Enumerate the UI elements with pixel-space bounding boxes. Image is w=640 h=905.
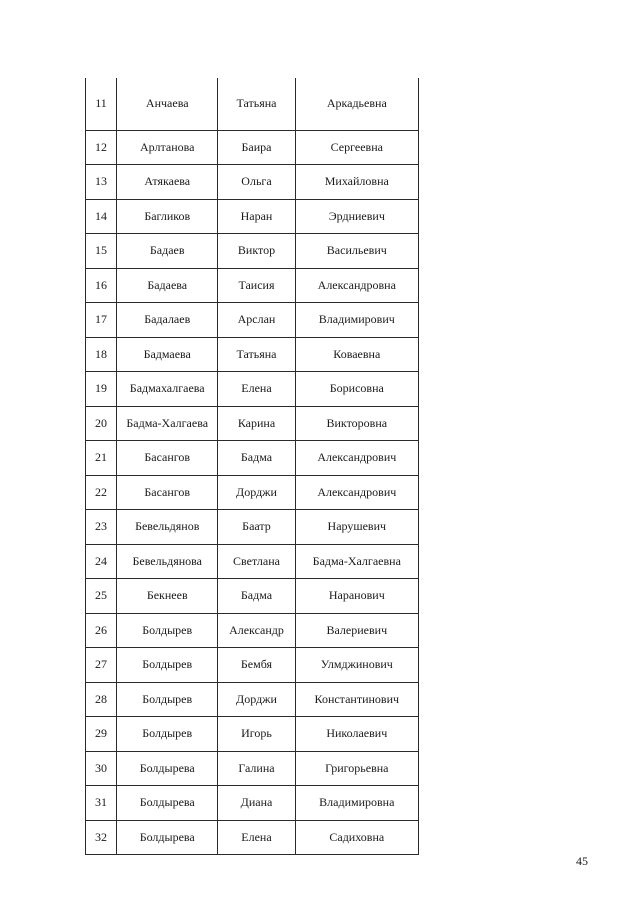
patronymic-cell: Константинович <box>295 682 418 717</box>
first-name-cell: Баатр <box>218 510 295 545</box>
row-number-cell: 11 <box>86 78 117 130</box>
patronymic-cell: Борисовна <box>295 372 418 407</box>
first-name-cell: Арслан <box>218 303 295 338</box>
row-number-cell: 17 <box>86 303 117 338</box>
first-name-cell: Ольга <box>218 165 295 200</box>
table-row <box>86 406 419 441</box>
row-number-cell: 31 <box>86 786 117 821</box>
row-number-cell: 19 <box>86 372 117 407</box>
table-row <box>86 303 419 338</box>
row-number-cell: 12 <box>86 130 117 165</box>
patronymic-cell: Сергеевна <box>295 130 418 165</box>
last-name-cell: Басангов <box>117 441 218 476</box>
last-name-cell: Бадмаева <box>117 337 218 372</box>
patronymic-cell: Михайловна <box>295 165 418 200</box>
patronymic-cell: Коваевна <box>295 337 418 372</box>
last-name-cell: Анчаева <box>117 78 218 130</box>
first-name-cell: Елена <box>218 820 295 855</box>
patronymic-cell: Григорьевна <box>295 751 418 786</box>
patronymic-cell: Александровна <box>295 268 418 303</box>
patronymic-cell: Бадма-Халгаевна <box>295 544 418 579</box>
row-number-cell: 27 <box>86 648 117 683</box>
first-name-cell: Елена <box>218 372 295 407</box>
first-name-cell: Бадма <box>218 441 295 476</box>
first-name-cell: Татьяна <box>218 78 295 130</box>
table-row <box>86 613 419 648</box>
row-number-cell: 15 <box>86 234 117 269</box>
first-name-cell: Бембя <box>218 648 295 683</box>
table-row <box>86 820 419 855</box>
first-name-cell: Наран <box>218 199 295 234</box>
last-name-cell: Бевельдянова <box>117 544 218 579</box>
patronymic-cell: Владимировна <box>295 786 418 821</box>
patronymic-cell: Валериевич <box>295 613 418 648</box>
patronymic-cell: Николаевич <box>295 717 418 752</box>
row-number-cell: 23 <box>86 510 117 545</box>
row-number-cell: 16 <box>86 268 117 303</box>
table-row <box>86 579 419 614</box>
last-name-cell: Болдырев <box>117 682 218 717</box>
table-row <box>86 751 419 786</box>
table-row <box>86 372 419 407</box>
last-name-cell: Арлтанова <box>117 130 218 165</box>
row-number-cell: 22 <box>86 475 117 510</box>
last-name-cell: Болдырев <box>117 717 218 752</box>
last-name-cell: Бекнеев <box>117 579 218 614</box>
first-name-cell: Светлана <box>218 544 295 579</box>
table-row <box>86 199 419 234</box>
first-name-cell: Татьяна <box>218 337 295 372</box>
first-name-cell: Баира <box>218 130 295 165</box>
last-name-cell: Болдырева <box>117 820 218 855</box>
row-number-cell: 30 <box>86 751 117 786</box>
patronymic-cell: Эрдниевич <box>295 199 418 234</box>
patronymic-cell: Владимирович <box>295 303 418 338</box>
table-row <box>86 475 419 510</box>
patronymic-cell: Улмджинович <box>295 648 418 683</box>
table-row <box>86 130 419 165</box>
first-name-cell: Таисия <box>218 268 295 303</box>
first-name-cell: Диана <box>218 786 295 821</box>
patronymic-cell: Васильевич <box>295 234 418 269</box>
table-row <box>86 268 419 303</box>
table-row <box>86 544 419 579</box>
table-row <box>86 510 419 545</box>
patronymic-cell: Аркадьевна <box>295 78 418 130</box>
patronymic-cell: Садиховна <box>295 820 418 855</box>
row-number-cell: 26 <box>86 613 117 648</box>
last-name-cell: Бадмахалгаева <box>117 372 218 407</box>
row-number-cell: 20 <box>86 406 117 441</box>
row-number-cell: 25 <box>86 579 117 614</box>
row-number-cell: 29 <box>86 717 117 752</box>
table-row <box>86 234 419 269</box>
row-number-cell: 14 <box>86 199 117 234</box>
table-row <box>86 165 419 200</box>
last-name-cell: Болдырев <box>117 648 218 683</box>
first-name-cell: Дорджи <box>218 682 295 717</box>
first-name-cell: Галина <box>218 751 295 786</box>
table-row <box>86 441 419 476</box>
row-number-cell: 21 <box>86 441 117 476</box>
last-name-cell: Бадаев <box>117 234 218 269</box>
patronymic-cell: Нарушевич <box>295 510 418 545</box>
table-row <box>86 648 419 683</box>
last-name-cell: Бевельдянов <box>117 510 218 545</box>
last-name-cell: Атякаева <box>117 165 218 200</box>
table-row <box>86 337 419 372</box>
last-name-cell: Багликов <box>117 199 218 234</box>
row-number-cell: 13 <box>86 165 117 200</box>
first-name-cell: Карина <box>218 406 295 441</box>
page-number: 45 <box>576 854 588 868</box>
patronymic-cell: Викторовна <box>295 406 418 441</box>
first-name-cell: Виктор <box>218 234 295 269</box>
patronymic-cell: Наранович <box>295 579 418 614</box>
names-table <box>85 78 419 855</box>
table-row <box>86 717 419 752</box>
names-table-body <box>86 78 419 855</box>
row-number-cell: 32 <box>86 820 117 855</box>
first-name-cell: Дорджи <box>218 475 295 510</box>
last-name-cell: Басангов <box>117 475 218 510</box>
row-number-cell: 28 <box>86 682 117 717</box>
table-row <box>86 78 419 130</box>
row-number-cell: 24 <box>86 544 117 579</box>
last-name-cell: Болдырева <box>117 751 218 786</box>
row-number-cell: 18 <box>86 337 117 372</box>
last-name-cell: Бадма-Халгаева <box>117 406 218 441</box>
last-name-cell: Бадаева <box>117 268 218 303</box>
last-name-cell: Болдырев <box>117 613 218 648</box>
first-name-cell: Александр <box>218 613 295 648</box>
first-name-cell: Игорь <box>218 717 295 752</box>
last-name-cell: Болдырева <box>117 786 218 821</box>
patronymic-cell: Александрович <box>295 441 418 476</box>
table-row <box>86 786 419 821</box>
last-name-cell: Бадалаев <box>117 303 218 338</box>
table-row <box>86 682 419 717</box>
patronymic-cell: Александрович <box>295 475 418 510</box>
first-name-cell: Бадма <box>218 579 295 614</box>
